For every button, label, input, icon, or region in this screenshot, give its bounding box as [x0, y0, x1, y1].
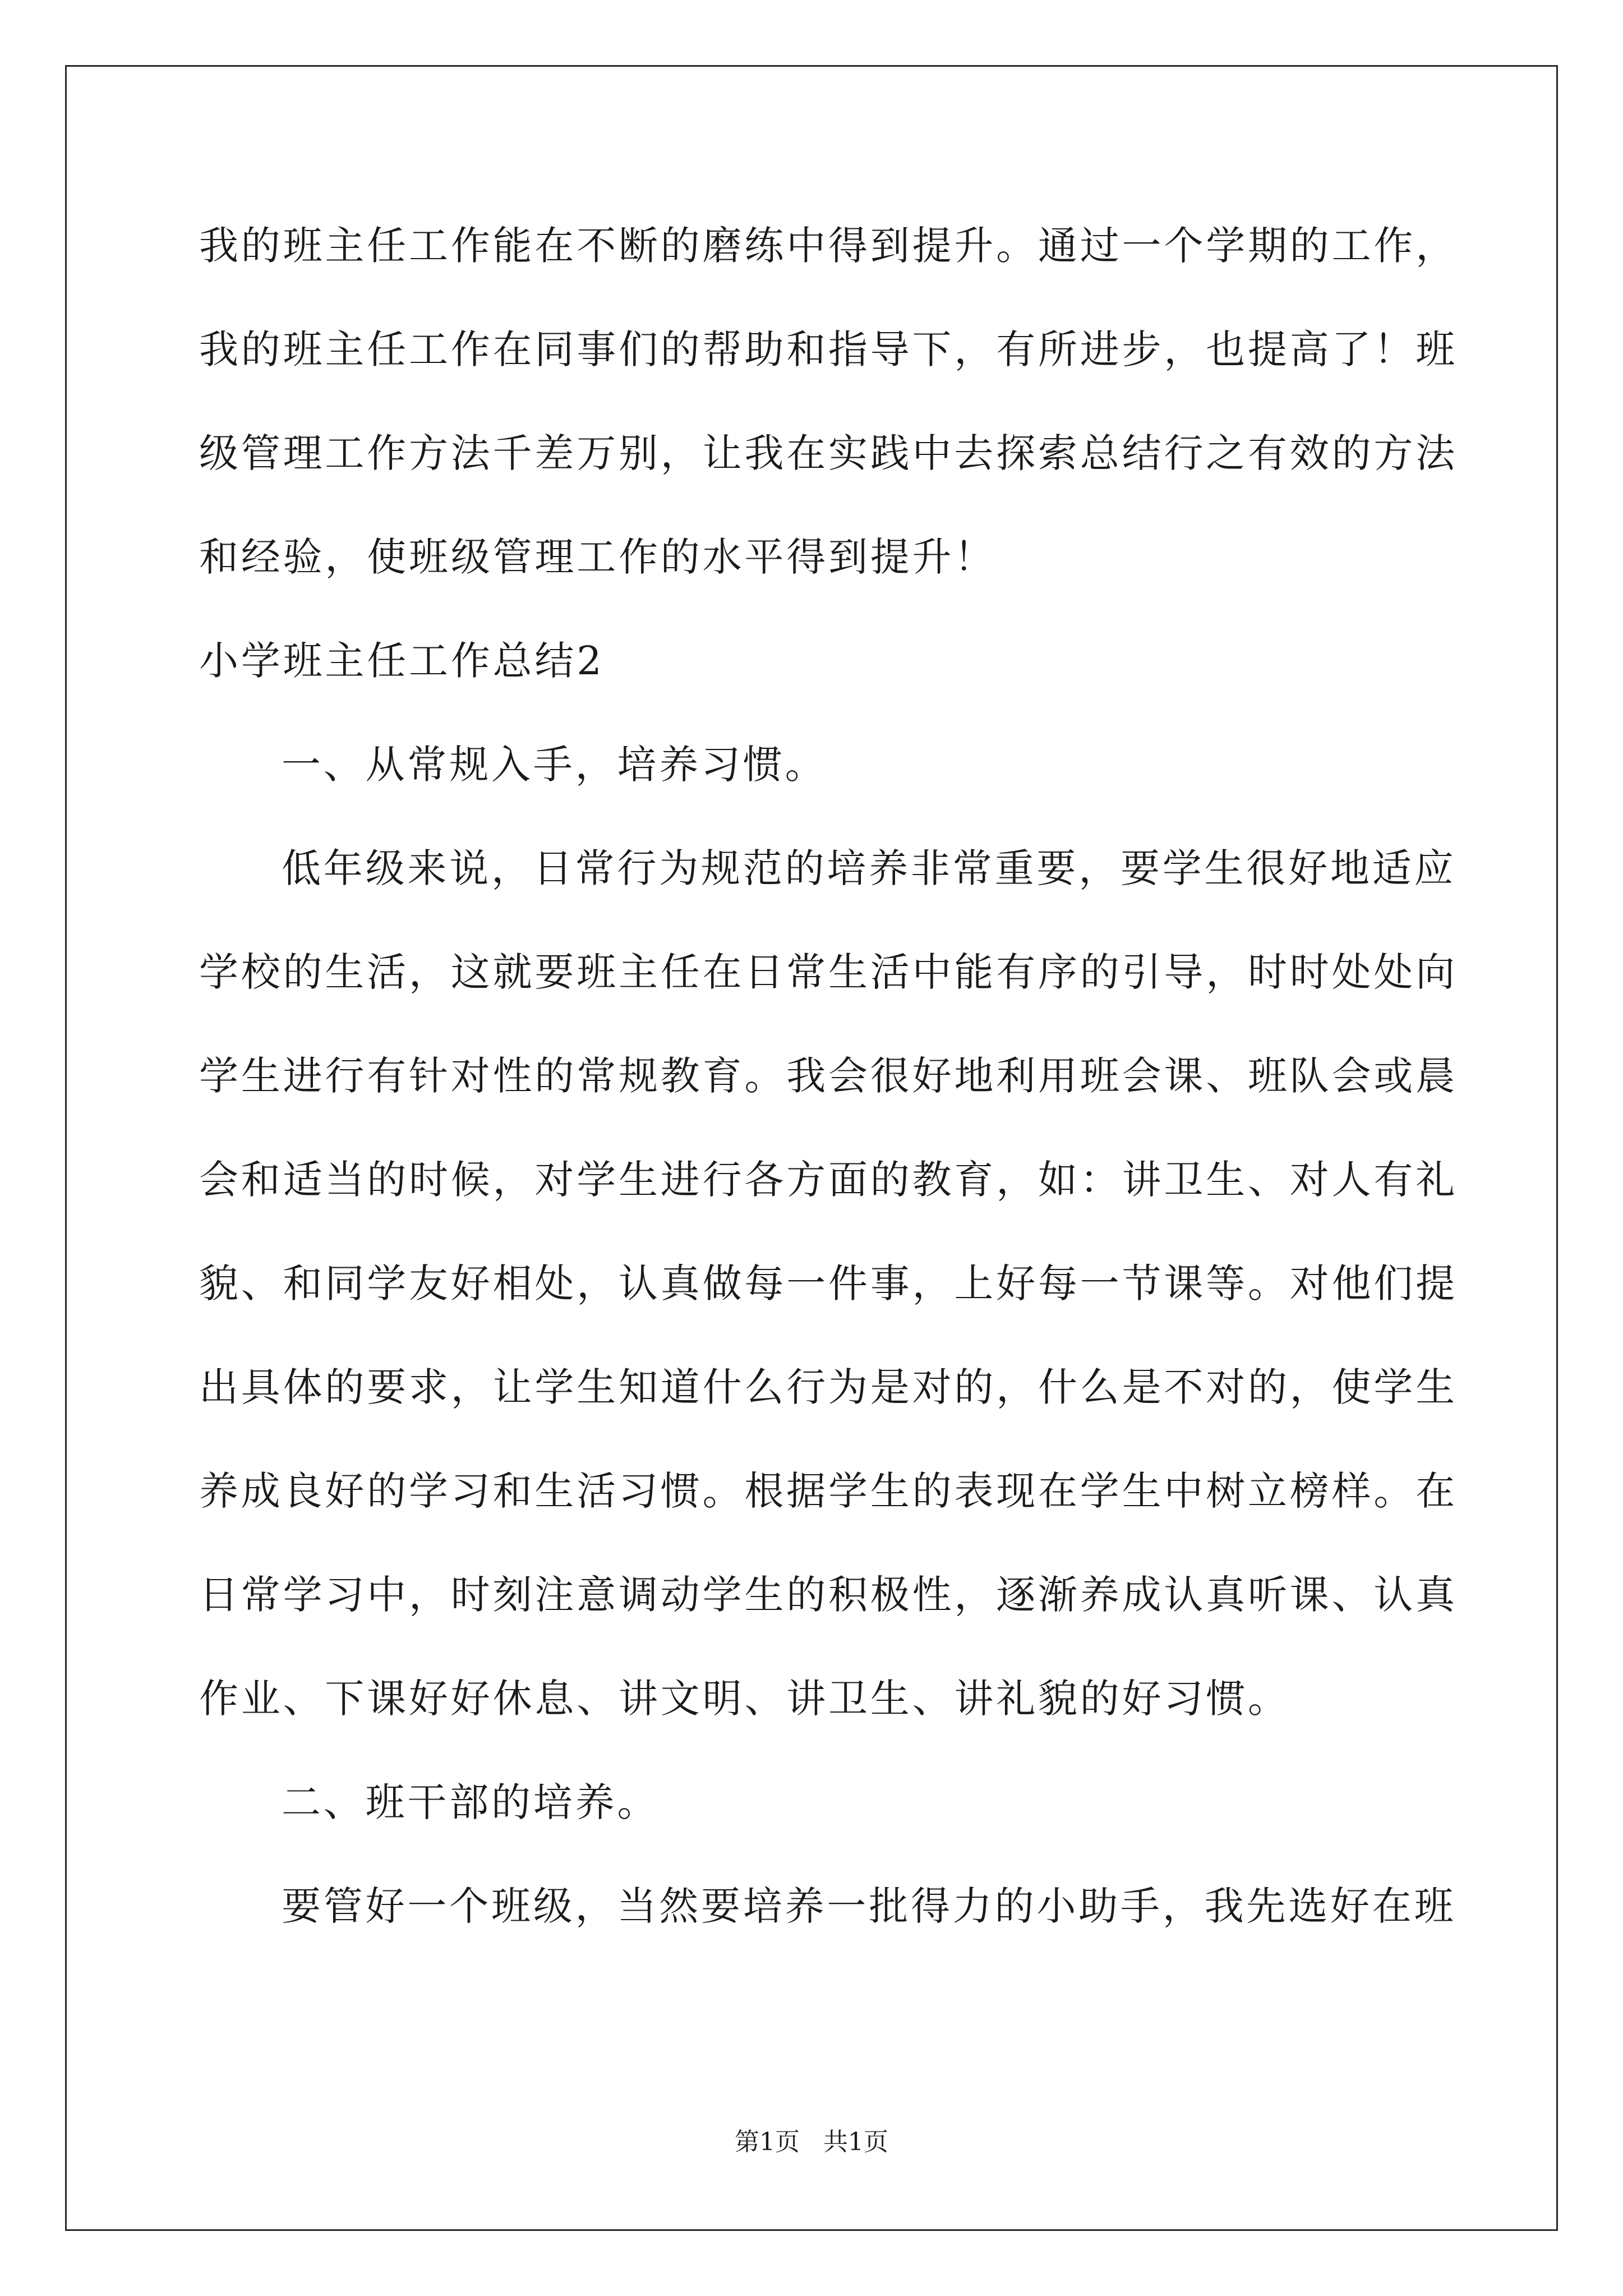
body-text-line: 作业、下课好好休息、讲文明、讲卫生、讲礼貌的好习惯。: [199, 1676, 1290, 1722]
body-text-line: 貌、和同学友好相处，认真做每一件事，上好每一节课等。对他们提: [199, 1260, 1458, 1306]
section-heading: 二、班干部的培养。: [282, 1779, 660, 1825]
body-text-line: 会和适当的时候，对学生进行各方面的教育，如：讲卫生、对人有礼: [199, 1157, 1458, 1203]
body-text-line: 养成良好的学习和生活习惯。根据学生的表现在学生中树立榜样。在: [199, 1468, 1458, 1514]
body-text-line: 我的班主任工作在同事们的帮助和指导下，有所进步，也提高了！班: [199, 326, 1458, 372]
body-text-line: 要管好一个班级，当然要培养一批得力的小助手，我先选好在班: [282, 1883, 1456, 1929]
body-text-line: 级管理工作方法千差万别，让我在实践中去探索总结行之有效的方法: [199, 430, 1458, 476]
page-footer: 第1页 共1页: [735, 2128, 888, 2156]
body-text-line: 日常学习中，时刻注意调动学生的积极性，逐渐养成认真听课、认真: [199, 1572, 1458, 1618]
body-text-line: 低年级来说，日常行为规范的培养非常重要，要学生很好地适应: [282, 845, 1456, 891]
body-text-line: 和经验，使班级管理工作的水平得到提升！: [199, 534, 997, 580]
body-text-line: 学校的生活，这就要班主任在日常生活中能有序的引导，时时处处向: [199, 949, 1458, 995]
body-text-line: 出具体的要求，让学生知道什么行为是对的，什么是不对的，使学生: [199, 1364, 1458, 1410]
body-text-line: 我的班主任工作能在不断的磨练中得到提升。通过一个学期的工作，: [199, 223, 1458, 269]
section-title: 小学班主任工作总结2: [199, 638, 605, 684]
body-text-line: 学生进行有针对性的常规教育。我会很好地利用班会课、班队会或晨: [199, 1053, 1458, 1099]
section-heading: 一、从常规入手，培养习惯。: [282, 742, 827, 788]
